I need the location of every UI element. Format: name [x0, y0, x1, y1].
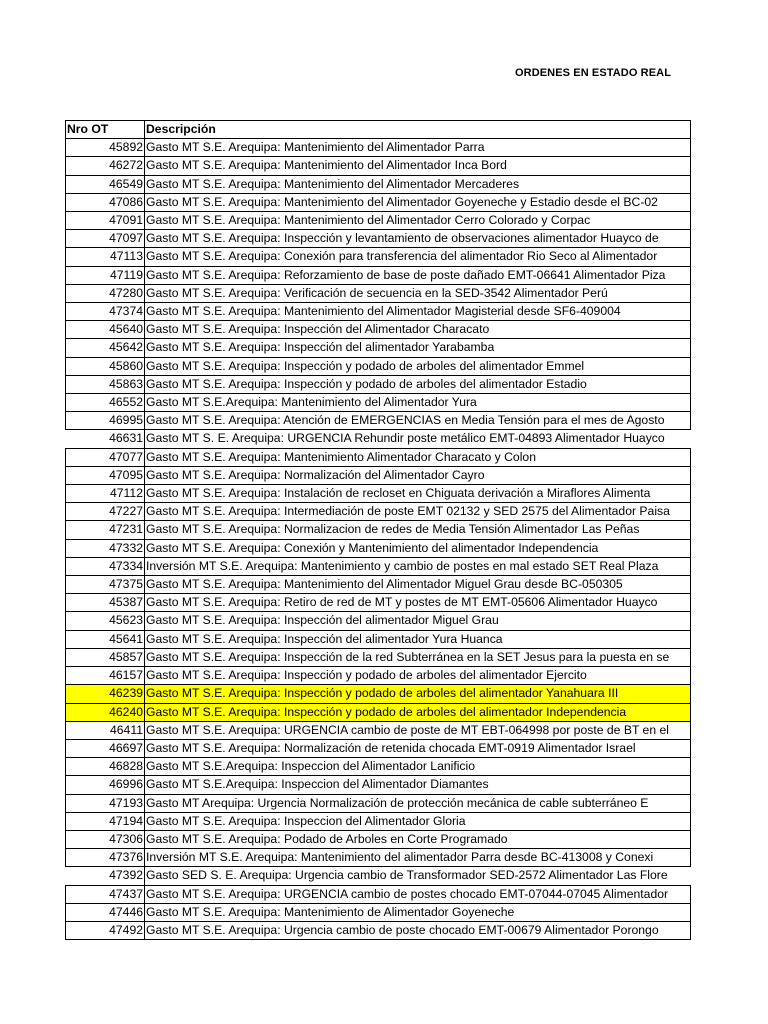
order-number-cell: 47194 [66, 812, 145, 830]
order-number-cell: 47392 [66, 867, 145, 885]
description-cell: Inversión MT S.E. Arequipa: Mantenimiento del alimentador Parra desde BC-413008 y Conexi [145, 849, 691, 867]
description-cell: Gasto MT Arequipa: Urgencia Normalización de protección mecánica de cable subterráneo E [145, 794, 691, 812]
order-number-cell: 47334 [66, 557, 145, 575]
table-row [66, 266, 691, 284]
table-row [66, 284, 691, 302]
description-cell: Gasto MT S.E.Arequipa: Mantenimiento del Alimentador Yura [145, 394, 691, 412]
description-cell: Gasto MT S.E. Arequipa: Mantenimiento Alimentador Characato y Colon [145, 448, 691, 466]
table-row [66, 648, 691, 666]
description-cell: Gasto MT S.E. Arequipa: Inspección del alimentador Yarabamba [145, 339, 691, 357]
order-number-cell: 47097 [66, 230, 145, 248]
order-number-cell: 45640 [66, 321, 145, 339]
table-row [66, 830, 691, 848]
order-number-cell: 47112 [66, 485, 145, 503]
table-row [66, 157, 691, 175]
description-cell: Gasto MT S.E. Arequipa: Mantenimiento de Alimentador Goyeneche [145, 903, 691, 921]
order-number-cell: 47095 [66, 466, 145, 484]
order-number-cell: 46697 [66, 739, 145, 757]
table-row [66, 503, 691, 521]
table-row [66, 576, 691, 594]
table-row [66, 630, 691, 648]
table-row [66, 430, 691, 448]
table-row [66, 466, 691, 484]
table-row [66, 212, 691, 230]
table-row [66, 594, 691, 612]
table-row [66, 903, 691, 921]
table-row [66, 849, 691, 867]
table-row [66, 867, 691, 885]
description-cell: Inversión MT S.E. Arequipa: Mantenimiento y cambio de postes en mal estado SET Real Plaza [145, 557, 691, 575]
order-number-cell: 46411 [66, 721, 145, 739]
order-number-cell: 45892 [66, 139, 145, 157]
description-cell: Gasto MT S.E. Arequipa: Normalizacion de redes de Media Tensión Alimentador Las Peñas [145, 521, 691, 539]
order-number-cell: 45642 [66, 339, 145, 357]
table-row [66, 739, 691, 757]
table-row [66, 921, 691, 939]
table-row [66, 885, 691, 903]
table-row [66, 375, 691, 393]
description-cell: Gasto MT S.E. Arequipa: URGENCIA cambio de postes chocado EMT-07044-07045 Alimentador [145, 885, 691, 903]
table-row [66, 539, 691, 557]
table-row [66, 612, 691, 630]
order-number-cell: 47091 [66, 212, 145, 230]
table-row [66, 485, 691, 503]
description-cell: Gasto MT S.E. Arequipa: URGENCIA cambio de poste de MT EBT-064998 por poste de BT en el [145, 721, 691, 739]
description-cell: Gasto MT S.E. Arequipa: Instalación de recloset en Chiguata derivación a Miraflores Alimenta [145, 485, 691, 503]
orders-table [65, 120, 691, 940]
order-number-cell: 47086 [66, 193, 145, 211]
table-row [66, 357, 691, 375]
description-cell: Gasto MT S.E. Arequipa: Mantenimiento del Alimentador Magisterial desde SF6-409004 [145, 303, 691, 321]
table-row [66, 794, 691, 812]
table-row [66, 667, 691, 685]
order-number-cell: 46272 [66, 157, 145, 175]
description-cell: Gasto MT S.E. Arequipa: Inspección y podado de arboles del alimentador Ejercito [145, 667, 691, 685]
order-number-cell: 46828 [66, 758, 145, 776]
order-number-cell: 47376 [66, 849, 145, 867]
description-cell: Gasto MT S.E. Arequipa: Conexión para transferencia del alimentador Rio Seco al Alimentador [145, 248, 691, 266]
table-row [66, 703, 691, 721]
description-cell: Gasto MT S.E. Arequipa: Retiro de red de MT y postes de MT EMT-05606 Alimentador Huayco [145, 594, 691, 612]
description-cell: Gasto MT S.E. Arequipa: Normalización del Alimentador Cayro [145, 466, 691, 484]
table-row [66, 339, 691, 357]
description-cell: Gasto MT S.E. Arequipa: Podado de Arboles en Corte Programado [145, 830, 691, 848]
table-row [66, 448, 691, 466]
order-number-cell: 47119 [66, 266, 145, 284]
order-number-cell: 46549 [66, 175, 145, 193]
table-row [66, 721, 691, 739]
description-cell: Gasto MT S.E. Arequipa: Reforzamiento de base de poste dañado EMT-06641 Alimentador Piza [145, 266, 691, 284]
order-number-cell: 47374 [66, 303, 145, 321]
order-number-cell: 45857 [66, 648, 145, 666]
order-number-cell: 47446 [66, 903, 145, 921]
description-cell: Gasto MT S.E. Arequipa: Urgencia cambio de poste chocado EMT-00679 Alimentador Porongo [145, 921, 691, 939]
order-number-cell: 47113 [66, 248, 145, 266]
table-row [66, 776, 691, 794]
order-number-cell: 47227 [66, 503, 145, 521]
table-row [66, 394, 691, 412]
order-number-cell: 47306 [66, 830, 145, 848]
column-header-descripcion: Descripción [145, 121, 691, 139]
description-cell: Gasto MT S.E. Arequipa: Intermediación de poste EMT 02132 y SED 2575 del Alimentador Paisa [145, 503, 691, 521]
order-number-cell: 45863 [66, 375, 145, 393]
order-number-cell: 47280 [66, 284, 145, 302]
description-cell: Gasto MT S.E. Arequipa: Inspección y podado de arboles del alimentador Emmel [145, 357, 691, 375]
description-cell: Gasto MT S.E. Arequipa: Inspección y levantamiento de observaciones alimentador Huayco de [145, 230, 691, 248]
table-row [66, 557, 691, 575]
order-number-cell: 47375 [66, 576, 145, 594]
table-row [66, 303, 691, 321]
order-number-cell: 46631 [66, 430, 145, 448]
description-cell: Gasto MT S.E. Arequipa: Mantenimiento del Alimentador Parra [145, 139, 691, 157]
order-number-cell: 45860 [66, 357, 145, 375]
description-cell: Gasto MT S.E. Arequipa: Inspección y podado de arboles del alimentador Yanahuara III [145, 685, 691, 703]
order-number-cell: 47332 [66, 539, 145, 557]
table-row [66, 321, 691, 339]
order-number-cell: 47077 [66, 448, 145, 466]
description-cell: Gasto MT S.E. Arequipa: Mantenimiento del Alimentador Cerro Colorado y Corpac [145, 212, 691, 230]
page-title: ORDENES EN ESTADO REAL [515, 67, 672, 79]
table-header-row [66, 121, 691, 139]
description-cell: Gasto MT S.E. Arequipa: Atención de EMERGENCIAS en Media Tensión para el mes de Agosto [145, 412, 691, 430]
description-cell: Gasto MT S.E. Arequipa: Mantenimiento del Alimentador Goyeneche y Estadio desde el BC-02 [145, 193, 691, 211]
order-number-cell: 46240 [66, 703, 145, 721]
table-row [66, 193, 691, 211]
order-number-cell: 45641 [66, 630, 145, 648]
description-cell: Gasto MT S.E. Arequipa: Inspección del alimentador Miguel Grau [145, 612, 691, 630]
description-cell: Gasto MT S.E. Arequipa: Mantenimiento del Alimentador Mercaderes [145, 175, 691, 193]
description-cell: Gasto MT S.E. Arequipa: Verificación de secuencia en la SED-3542 Alimentador Perú [145, 284, 691, 302]
description-cell: Gasto MT S.E.Arequipa: Inspeccion del Alimentador Diamantes [145, 776, 691, 794]
description-cell: Gasto MT S.E.Arequipa: Inspeccion del Alimentador Lanificio [145, 758, 691, 776]
table-row [66, 685, 691, 703]
order-number-cell: 47492 [66, 921, 145, 939]
order-number-cell: 46552 [66, 394, 145, 412]
table-row [66, 248, 691, 266]
table-row [66, 412, 691, 430]
order-number-cell: 47437 [66, 885, 145, 903]
description-cell: Gasto MT S.E. Arequipa: Mantenimiento del Alimentador Inca Bord [145, 157, 691, 175]
description-cell: Gasto MT S.E. Arequipa: Mantenimiento del Alimentador Miguel Grau desde BC-050305 [145, 576, 691, 594]
order-number-cell: 46996 [66, 776, 145, 794]
order-number-cell: 47231 [66, 521, 145, 539]
order-number-cell: 46157 [66, 667, 145, 685]
order-number-cell: 46995 [66, 412, 145, 430]
table-row [66, 758, 691, 776]
order-number-cell: 45623 [66, 612, 145, 630]
description-cell: Gasto MT S.E. Arequipa: Conexión y Mantenimiento del alimentador Independencia [145, 539, 691, 557]
description-cell: Gasto MT S.E. Arequipa: Inspeccion del Alimentador Gloria [145, 812, 691, 830]
description-cell: Gasto MT S.E. Arequipa: Inspección y podado de arboles del alimentador Estadio [145, 375, 691, 393]
orders-table-body [66, 121, 691, 940]
table-row [66, 175, 691, 193]
description-cell: Gasto MT S.E. Arequipa: Inspección de la red Subterránea en la SET Jesus para la puesta en se [145, 648, 691, 666]
column-header-nro-ot: Nro OT [66, 121, 145, 139]
description-cell: Gasto MT S.E. Arequipa: Inspección y podado de arboles del alimentador Independencia [145, 703, 691, 721]
table-row [66, 812, 691, 830]
description-cell: Gasto MT S. E. Arequipa: URGENCIA Rehundir poste metálico EMT-04893 Alimentador Huayco [145, 430, 691, 448]
description-cell: Gasto MT S.E. Arequipa: Inspección del alimentador Yura Huanca [145, 630, 691, 648]
description-cell: Gasto MT S.E. Arequipa: Inspección del Alimentador Characato [145, 321, 691, 339]
order-number-cell: 46239 [66, 685, 145, 703]
order-number-cell: 45387 [66, 594, 145, 612]
table-row [66, 230, 691, 248]
order-number-cell: 47193 [66, 794, 145, 812]
table-row [66, 139, 691, 157]
description-cell: Gasto SED S. E. Arequipa: Urgencia cambio de Transformador SED-2572 Alimentador Las Flore [145, 867, 691, 885]
description-cell: Gasto MT S.E. Arequipa: Normalización de retenida chocada EMT-0919 Alimentador Israel [145, 739, 691, 757]
table-row [66, 521, 691, 539]
